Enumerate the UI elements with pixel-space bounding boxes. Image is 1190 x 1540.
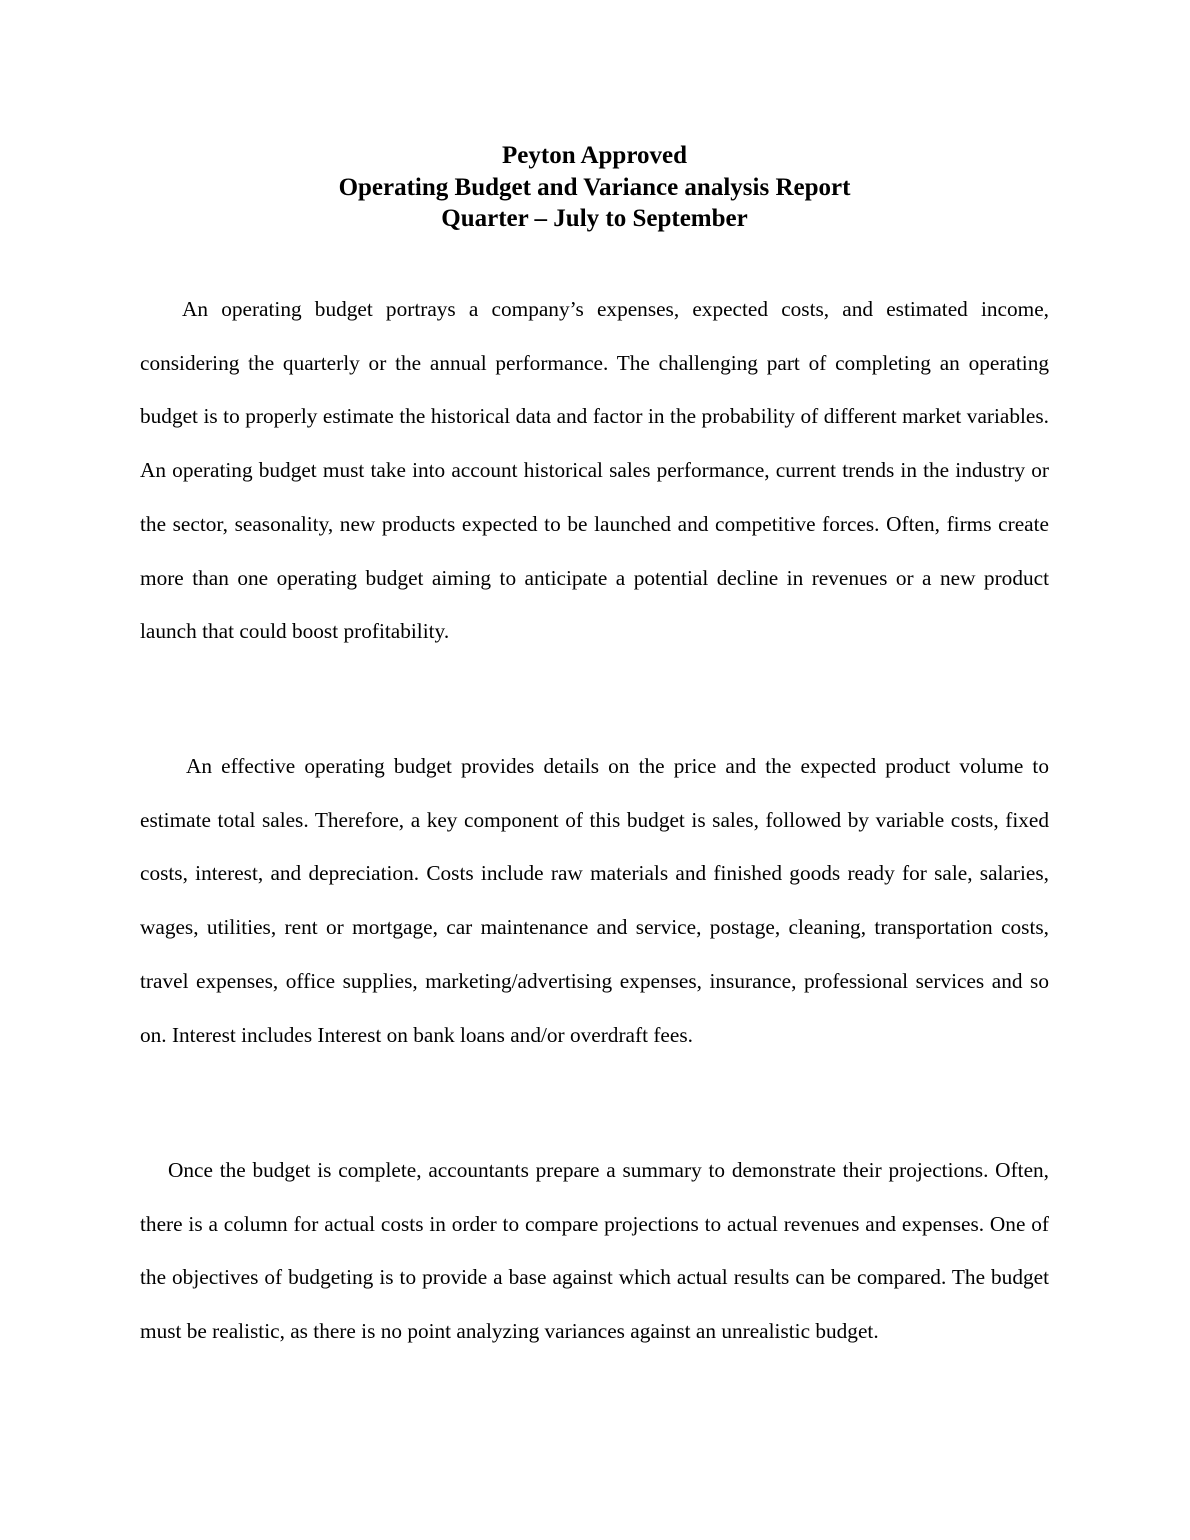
title-report: Operating Budget and Variance analysis Report (338, 173, 851, 201)
paragraph-effective-budget: An effective operating budget provides details on the price and the expected product volume to estimate total sales. Therefore, a key component of this budget is sales, followed by variable costs, fixed costs, interest, and depreciation. Costs include raw materials and finished goods ready for sale, salaries, wages, utilities, rent or mortgage, car maintenance and service, postage, cleaning, transportation costs, travel expenses, office supplies, marketing/advertising expenses, insurance, professional services and so on. Interest includes Interest on bank loans and/or overdraft fees. (140, 754, 1049, 1047)
title-company: Peyton Approved (502, 142, 687, 169)
document-title (140, 140, 1049, 235)
title-quarter: Quarter – July to September (441, 205, 748, 232)
paragraph-operating-budget-overview: An operating budget portrays a company’s expenses, expected costs, and estimated income, considering the quarterly or the annual performance. The challenging part of completing an operating budget is to properly estimate the historical data and factor in the probability of different market variables. An operating budget must take into account historical sales performance, current trends in the industry or the sector, seasonality, new products expected to be launched and competitive forces. Often, firms create more than one operating budget aiming to anticipate a potential decline in revenues or a new product launch that could boost profitability. (140, 297, 1049, 644)
paragraph-budget-summary: Once the budget is complete, accountants prepare a summary to demonstrate their projections. Often, there is a column for actual costs in order to compare projections to actual revenues and expenses. One of the objectives of budgeting is to provide a base against which actual results can be compared. The budget must be realistic, as there is no point analyzing variances against an unrealistic budget. (140, 1158, 1049, 1344)
